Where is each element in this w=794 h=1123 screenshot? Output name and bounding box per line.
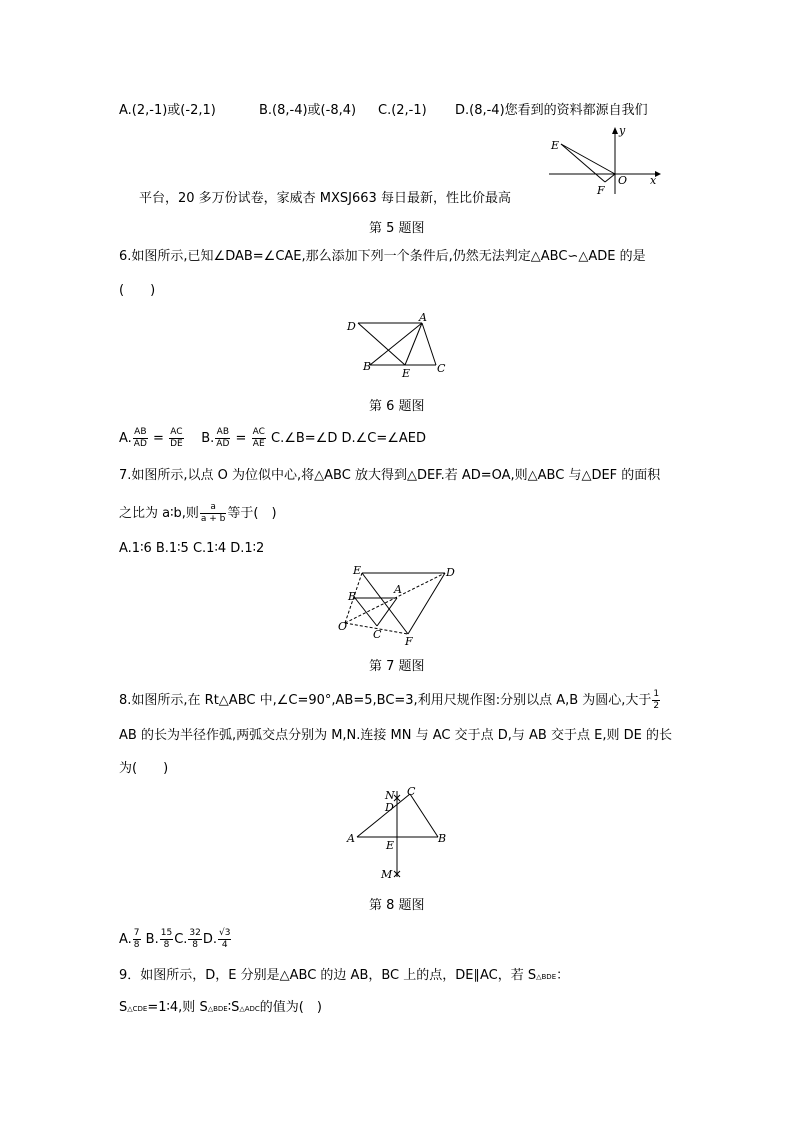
fig6-label-a: A bbox=[419, 311, 427, 324]
q6-caption: 第 6 题图 bbox=[369, 399, 425, 414]
fig5-label-y: y bbox=[619, 124, 626, 137]
fig6-label-c: C bbox=[437, 362, 446, 375]
fig8-label-b: B bbox=[438, 832, 447, 845]
fig7-label-d: D bbox=[446, 566, 455, 579]
q6-option-a-prefix: A. bbox=[119, 431, 132, 446]
fig6-label-d: D bbox=[347, 320, 356, 333]
q6-option-cd: C.∠B=∠D D.∠C=∠AED bbox=[271, 431, 427, 446]
q5-option-b: B.(8,-4)或(-8,4) bbox=[259, 103, 357, 118]
q8-options: A. $\frac{7}{8}$ B. $\frac{15}{8}$ C. $\frac{32}{8}$ D. $\frac{√3}{4}$ bbox=[119, 928, 231, 950]
fig7-label-e: E bbox=[353, 564, 362, 577]
fig8-label-n: N bbox=[385, 789, 395, 802]
q5-option-c: C.(2,-1) bbox=[378, 103, 427, 118]
fig8-label-d: D bbox=[385, 801, 394, 814]
q5-caption: 第 5 题图 bbox=[369, 221, 425, 236]
q5-option-d: D.(8,-4)您看到的资料都源自我们 bbox=[455, 103, 648, 118]
fig7-label-b: B bbox=[348, 590, 357, 603]
q8-option-c-frac: $\frac{32}{8}$ bbox=[189, 928, 201, 950]
fig5-label-x: x bbox=[650, 174, 657, 187]
fig6-label-b: B bbox=[363, 360, 372, 373]
q8-option-d-frac: $\frac{√3}{4}$ bbox=[219, 928, 231, 950]
q7-fraction: $\frac{a}{a + b}$ bbox=[200, 502, 226, 524]
q7-stem-line1: 7.如图所示,以点 O 为位似中心,将△ABC 放大得到△DEF.若 AD=OA,则△ABC 与△DEF 的面积 bbox=[119, 468, 661, 483]
figure-5 bbox=[545, 122, 665, 198]
fig7-label-f: F bbox=[405, 635, 413, 648]
q6-stem: 6.如图所示,已知∠DAB=∠CAE,那么添加下列一个条件后,仍然无法判定△ABC∽△ADE 的是 bbox=[119, 249, 646, 264]
q8-stem-line1: 8.如图所示,在 Rt△ABC 中,∠C=90°,AB=5,BC=3,利用尺规作图:分别以点 A,B 为圆心,大于 $\frac{1}{2}$ bbox=[119, 689, 660, 711]
q6-option-b-frac1: $\frac{AB}{AD}$ bbox=[216, 427, 230, 449]
q7-stem-line2: 之比为 a∶b,则 $\frac{a}{a + b}$ 等于( ) bbox=[119, 502, 277, 524]
q6-option-a-frac1: $\frac{AB}{AD}$ bbox=[133, 427, 147, 449]
q8-stem-line2: AB 的长为半径作弧,两弧交点分别为 M,N.连接 MN 与 AC 交于点 D,与 AB 交于点 E,则 DE 的长 bbox=[119, 728, 672, 743]
figure-7 bbox=[335, 560, 460, 648]
q9-stem-line1: 9．如图所示，D，E 分别是△ABC 的边 AB，BC 上的点，DE∥AC，若 S△BDE： bbox=[119, 968, 570, 983]
fig8-label-m: M bbox=[381, 868, 393, 881]
q6-option-b-frac2: $\frac{AC}{AE}$ bbox=[252, 427, 265, 449]
q8-option-b-frac: $\frac{15}{8}$ bbox=[160, 928, 173, 950]
fig7-label-a: A bbox=[394, 583, 402, 596]
q9-stem-line2: S△CDE=1∶4,则 S△BDE∶S△ADC的值为( ) bbox=[119, 1000, 322, 1015]
figure-6 bbox=[340, 308, 450, 380]
q6-option-a-frac2: $\frac{AC}{DE}$ bbox=[170, 427, 183, 449]
q8-stem-line3: 为( ) bbox=[119, 761, 169, 776]
q5-option-a: A.(2,-1)或(-2,1) bbox=[119, 103, 216, 118]
q7-caption: 第 7 题图 bbox=[369, 659, 425, 674]
fig8-label-c: C bbox=[407, 785, 416, 798]
fig5-label-f: F bbox=[597, 184, 605, 197]
fig5-label-e: E bbox=[551, 139, 560, 152]
fig8-label-e: E bbox=[386, 839, 395, 852]
q6-options: A. $\frac{AB}{AD}$ = $\frac{AC}{DE}$ B. $\frac{AB}{AD}$ = $\frac{AC}{AE}$ C.∠B=∠D D.∠C=∠AED bbox=[119, 427, 427, 449]
fig5-label-o: O bbox=[618, 174, 628, 187]
q6-answer-paren: ( ) bbox=[119, 283, 156, 298]
fig8-label-a: A bbox=[347, 832, 355, 845]
fig6-label-e: E bbox=[402, 367, 411, 380]
q8-caption: 第 8 题图 bbox=[369, 898, 425, 913]
q7-options: A.1∶6 B.1∶5 C.1∶4 D.1∶2 bbox=[119, 541, 265, 556]
q8-half-fraction: $\frac{1}{2}$ bbox=[653, 689, 660, 711]
q5-ad-line: 平台，20 多万份试卷，家威杏 MXSJ663 每日最新，性比价最高 bbox=[139, 191, 511, 206]
figure-8 bbox=[340, 782, 455, 882]
fig7-label-c: C bbox=[373, 628, 382, 641]
q8-option-a-frac: $\frac{7}{8}$ bbox=[133, 928, 140, 950]
fig7-label-o: O bbox=[338, 620, 348, 633]
q6-option-b-prefix: B. bbox=[201, 431, 215, 446]
